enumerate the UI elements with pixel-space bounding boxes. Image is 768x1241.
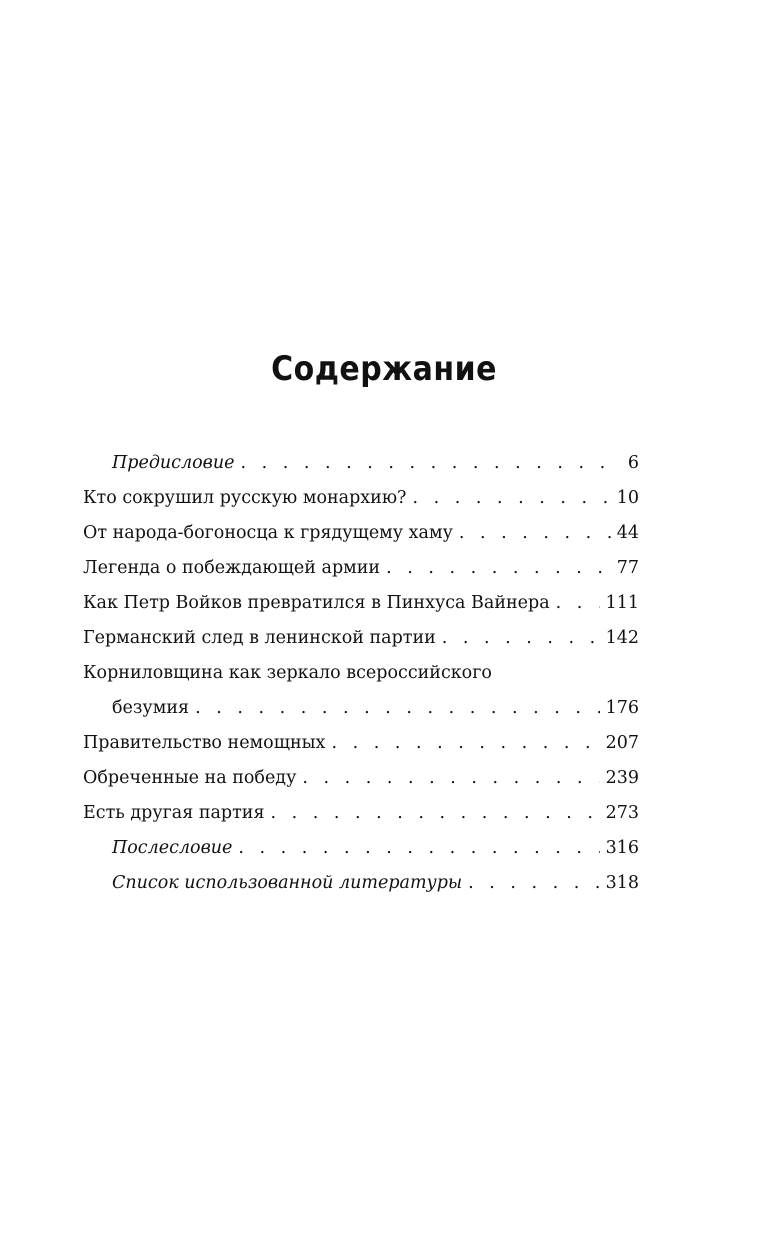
- toc-entry[interactable]: [83, 761, 639, 796]
- dot-leader: [195, 691, 600, 726]
- toc-page-number: 44: [616, 523, 639, 543]
- toc-entry[interactable]: [83, 796, 639, 831]
- dot-leader: [386, 551, 611, 586]
- table-of-contents: [83, 446, 639, 901]
- dot-leader: [238, 831, 599, 866]
- toc-entry-title: Послесловие: [112, 838, 233, 858]
- toc-page-number: 239: [605, 768, 639, 788]
- toc-entry[interactable]: [83, 726, 639, 761]
- dot-leader: [331, 726, 599, 761]
- toc-entry-title: Как Петр Войков превратился в Пинхуса Вайнера: [83, 593, 550, 613]
- dot-leader: [412, 481, 610, 516]
- dot-leader: [240, 446, 621, 481]
- toc-page-number: 142: [605, 628, 639, 648]
- toc-entry[interactable]: [83, 516, 639, 551]
- toc-entry-title-line1: Корниловщина как зеркало всероссийского: [83, 663, 492, 683]
- toc-entry-title: Правительство немощных: [83, 733, 326, 753]
- toc-entry-title: От народа-богоносца к грядущему хаму: [83, 523, 453, 543]
- dot-leader: [302, 761, 599, 796]
- toc-page-number: 111: [605, 593, 639, 613]
- toc-entry-title: Германский след в ленинской партии: [83, 628, 436, 648]
- toc-page-number: 6: [627, 453, 639, 473]
- toc-page-number: 77: [616, 558, 639, 578]
- toc-page-number: 318: [605, 873, 639, 893]
- toc-entry[interactable]: [83, 656, 639, 726]
- toc-entry-title: Список использованной литературы: [112, 873, 463, 893]
- toc-entry-title: Предисловие: [112, 453, 235, 473]
- toc-entry-title: Легенда о побеждающей армии: [83, 558, 381, 578]
- toc-page-number: 207: [605, 733, 639, 753]
- toc-entry[interactable]: [83, 586, 639, 621]
- toc-entry-title: Обреченные на победу: [83, 768, 297, 788]
- toc-page-number: 273: [605, 803, 639, 823]
- toc-page-number: 10: [616, 488, 639, 508]
- toc-entry[interactable]: [83, 551, 639, 586]
- dot-leader: [468, 866, 599, 901]
- dot-leader: [442, 621, 600, 656]
- dot-leader: [556, 586, 600, 621]
- toc-entry[interactable]: [83, 481, 639, 516]
- dot-leader: [459, 516, 611, 551]
- toc-entry-title-line2: безумия: [112, 698, 190, 718]
- toc-entry[interactable]: [83, 446, 639, 481]
- toc-page-number: 176: [605, 698, 639, 718]
- page-title: Содержание: [271, 350, 497, 390]
- toc-entry-title: Есть другая партия: [83, 803, 265, 823]
- toc-page-number: 316: [605, 838, 639, 858]
- toc-entry[interactable]: [83, 866, 639, 901]
- toc-entry[interactable]: [83, 621, 639, 656]
- dot-leader: [271, 796, 600, 831]
- toc-entry[interactable]: [83, 831, 639, 866]
- toc-entry-title: Кто сокрушил русскую монархию?: [83, 488, 407, 508]
